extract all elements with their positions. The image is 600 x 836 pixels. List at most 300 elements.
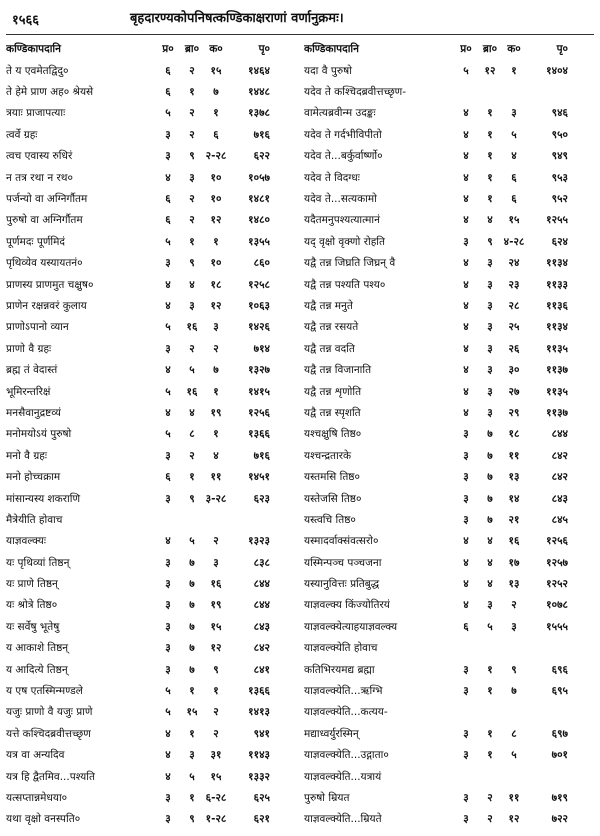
entry-kandika: १२	[508, 813, 520, 826]
entry-prapathaka: ३	[463, 513, 469, 526]
entry-text: मनोमयोऽयं पुरुषो	[6, 428, 72, 441]
entry-kandika: १९	[210, 599, 222, 612]
entry-page: १०६३	[248, 299, 270, 312]
entry-page: ६२३	[253, 492, 270, 505]
entry-kandika: २९	[508, 406, 520, 419]
entry-brahmana: १	[487, 727, 493, 740]
entry-text: यदेव ते कश्चिदब्रवीत्तच्छृण-	[304, 86, 407, 99]
index-row	[304, 210, 596, 231]
entry-prapathaka: ५	[165, 235, 171, 248]
entry-kandika: १	[511, 64, 517, 77]
entry-brahmana: ४	[487, 214, 493, 227]
index-row	[304, 295, 596, 316]
entry-text: याज्ञवल्क्येति होवाच	[304, 642, 378, 655]
entry-prapathaka: ५	[165, 385, 171, 398]
entry-prapathaka: ४	[463, 171, 469, 184]
entry-brahmana: ३	[487, 342, 493, 355]
entry-prapathaka: ६	[463, 620, 469, 633]
entry-page: ८४५	[551, 513, 568, 526]
entry-text: मनो होच्चक्राम	[6, 471, 61, 484]
entry-brahmana: ३	[487, 406, 493, 419]
entry-brahmana: १	[487, 749, 493, 762]
entry-page: ११३४	[546, 257, 568, 270]
entry-text: यस्तमसि तिष्ठ०	[304, 471, 360, 484]
entry-kandika: १२	[210, 214, 222, 227]
entry-kandika: १५	[508, 214, 520, 227]
entry-page: १४१५	[248, 385, 270, 398]
entry-text: यद्वै तन्न पश्यति पश्य०	[304, 278, 386, 291]
entry-brahmana: १	[189, 86, 195, 99]
entry-brahmana: १	[189, 791, 195, 804]
entry-kandika: ४	[511, 150, 517, 163]
entry-prapathaka: ६	[165, 471, 171, 484]
index-row	[6, 466, 298, 487]
entry-brahmana: ५	[189, 535, 195, 548]
entry-text: यस्त्वचि तिष्ठ०	[304, 513, 356, 526]
entry-kandika: १	[213, 235, 219, 248]
entry-brahmana: ९	[487, 235, 493, 248]
index-row	[6, 766, 298, 787]
entry-text: यद्वै तन्न वदति	[304, 342, 355, 355]
entry-brahmana: ९	[189, 492, 195, 505]
index-row	[304, 253, 596, 274]
index-row	[304, 616, 596, 637]
entry-prapathaka: ३	[463, 727, 469, 740]
entry-brahmana: १५	[186, 706, 198, 719]
entry-prapathaka: ४	[463, 578, 469, 591]
index-row	[6, 253, 298, 274]
entry-text: य एष एतस्मिन्मण्डले	[6, 685, 83, 698]
entry-page: ७१६	[253, 449, 270, 462]
entry-text: यद्वै तन्न स्पृशति	[304, 406, 361, 419]
entry-brahmana: ३	[487, 385, 493, 398]
entry-brahmana: १६	[186, 321, 198, 334]
entry-page: १४६४	[248, 64, 270, 77]
entry-page: ८४३	[551, 492, 568, 505]
entry-text: कतिभिरयमद्य ब्रह्मा	[304, 663, 375, 676]
index-row	[304, 723, 596, 744]
entry-page: ९५३	[551, 171, 568, 184]
index-row	[304, 552, 596, 573]
header-prapathaka: प्र०	[460, 43, 472, 55]
entry-prapathaka: ३	[165, 492, 171, 505]
entry-prapathaka: ४	[165, 364, 171, 377]
entry-text: यत्र वा अन्यदिव	[6, 749, 65, 762]
index-row	[6, 402, 298, 423]
entry-prapathaka: ३	[165, 599, 171, 612]
index-row	[304, 445, 596, 466]
entry-kandika: १५	[210, 770, 222, 783]
index-row	[304, 595, 596, 616]
entry-text: यः प्राणे तिष्ठन्	[6, 578, 58, 591]
entry-prapathaka: ३	[463, 492, 469, 505]
index-row	[6, 317, 298, 338]
entry-kandika: २५	[508, 321, 520, 334]
entry-kandika: ६	[511, 193, 517, 206]
entry-brahmana: २	[189, 107, 195, 120]
entry-brahmana: ३	[487, 278, 493, 291]
entry-text: यदेव ते गर्दभीविपीतो	[304, 128, 382, 141]
entry-prapathaka: ३	[463, 235, 469, 248]
entry-kandika: २१	[508, 513, 520, 526]
entry-brahmana: ७	[189, 556, 195, 569]
index-row	[6, 295, 298, 316]
entry-page: ८४२	[253, 642, 270, 655]
entry-page: ९४१	[253, 727, 270, 740]
index-row	[304, 124, 596, 145]
entry-text: पुरुषो वा अग्निर्गौतम	[6, 214, 83, 227]
right-column	[304, 38, 596, 830]
entry-brahmana: १	[487, 685, 493, 698]
entry-brahmana: २	[189, 342, 195, 355]
entry-text: त्रयाः प्राजापत्याः	[6, 107, 66, 120]
index-row	[304, 338, 596, 359]
entry-prapathaka: ३	[165, 813, 171, 826]
entry-brahmana: ९	[189, 813, 195, 826]
index-row	[6, 146, 298, 167]
entry-prapathaka: ३	[165, 791, 171, 804]
entry-prapathaka: ३	[463, 791, 469, 804]
entry-page: ८४२	[551, 449, 568, 462]
entry-page: ११४३	[248, 749, 270, 762]
index-row	[6, 745, 298, 766]
entry-text: याज्ञवल्क्येति...उद्गाता०	[304, 749, 389, 762]
entry-prapathaka: ४	[165, 770, 171, 783]
entry-prapathaka: ३	[463, 813, 469, 826]
index-row	[6, 573, 298, 594]
entry-brahmana: ५	[189, 364, 195, 377]
entry-prapathaka: ३	[165, 449, 171, 462]
index-row	[304, 60, 596, 81]
entry-kandika: १५	[210, 64, 222, 77]
entry-prapathaka: ३	[165, 257, 171, 270]
entry-text: याज्ञवल्क्येति...यत्रायं	[304, 770, 382, 783]
header-kandika: कण्डिकापदानि	[304, 43, 359, 55]
entry-brahmana: ४	[487, 535, 493, 548]
entry-page: १३६६	[248, 428, 270, 441]
entry-prapathaka: ६	[165, 214, 171, 227]
entry-page: ८४२	[551, 471, 568, 484]
entry-brahmana: ९	[189, 257, 195, 270]
index-row	[304, 231, 596, 252]
entry-kandika: ३-२८	[205, 492, 227, 505]
entry-text: याज्ञवल्क्येति...ऋग्भि	[304, 685, 383, 698]
entry-prapathaka: ३	[165, 128, 171, 141]
entry-kandika: १-२८	[205, 813, 227, 826]
entry-kandika: ४	[213, 449, 219, 462]
entry-kandika: १६	[210, 578, 222, 591]
entry-kandika: ११	[508, 791, 520, 804]
entry-prapathaka: ३	[463, 749, 469, 762]
left-column	[6, 38, 298, 830]
entry-text: यदेव ते विदग्धः	[304, 171, 360, 184]
entry-kandika: १०	[210, 193, 222, 206]
entry-page: ६९६	[551, 663, 568, 676]
index-row	[304, 317, 596, 338]
index-row	[6, 167, 298, 188]
entry-page: ७०१	[551, 749, 568, 762]
entry-brahmana: ३	[487, 364, 493, 377]
entry-brahmana: ४	[487, 578, 493, 591]
index-row	[304, 531, 596, 552]
entry-brahmana: १	[189, 471, 195, 484]
index-row	[6, 359, 298, 380]
entry-kandika: ७	[213, 364, 219, 377]
index-row	[6, 595, 298, 616]
entry-page: ६९७	[551, 727, 568, 740]
header-kandika: कण्डिकापदानि	[6, 43, 61, 55]
entry-prapathaka: ४	[165, 171, 171, 184]
entry-page: ६२४	[551, 235, 568, 248]
entry-page: ८६०	[253, 257, 270, 270]
entry-page: १२५८	[248, 278, 270, 291]
entry-text: मैत्रेयीति होवाच	[6, 513, 63, 526]
entry-brahmana: २	[189, 193, 195, 206]
entry-page: ६२५	[253, 791, 270, 804]
entry-brahmana: ७	[189, 663, 195, 676]
entry-prapathaka: ३	[463, 449, 469, 462]
index-row	[304, 638, 596, 659]
entry-kandika: ९	[511, 663, 517, 676]
entry-page: १३७८	[248, 107, 270, 120]
entry-brahmana: ३	[487, 257, 493, 270]
entry-prapathaka: ३	[463, 685, 469, 698]
entry-page: १४८१	[248, 193, 270, 206]
entry-prapathaka: ३	[463, 428, 469, 441]
entry-kandika: १८	[210, 278, 222, 291]
entry-text: त्वच एवास्य रुधिरं	[6, 150, 73, 163]
entry-kandika: ५	[511, 128, 517, 141]
entry-prapathaka: ३	[165, 663, 171, 676]
index-row	[6, 338, 298, 359]
entry-prapathaka: ३	[165, 620, 171, 633]
entry-page: ९४६	[551, 107, 568, 120]
entry-brahmana: ७	[487, 471, 493, 484]
entry-kandika: २	[213, 727, 219, 740]
entry-text: यत्र हि द्वैतमिव...पश्यति	[6, 770, 95, 783]
entry-kandika: १२	[210, 299, 222, 312]
entry-text: याज्ञवल्क्यः	[6, 535, 46, 548]
entry-kandika: १	[213, 428, 219, 441]
entry-text: प्राणेन रक्षन्नवरं कुलाय	[6, 299, 87, 312]
entry-kandika: १	[213, 107, 219, 120]
entry-kandika: १५	[210, 620, 222, 633]
index-row	[6, 638, 298, 659]
entry-text: यद्वै तन्न रसयते	[304, 321, 359, 334]
index-row	[304, 103, 596, 124]
entry-prapathaka: ४	[463, 342, 469, 355]
index-row	[6, 552, 298, 573]
entry-brahmana: ७	[189, 642, 195, 655]
entry-brahmana: ८	[189, 428, 195, 441]
entry-kandika: १९	[210, 406, 222, 419]
entry-prapathaka: ४	[165, 535, 171, 548]
header-rule	[6, 34, 594, 35]
entry-prapathaka: ३	[165, 642, 171, 655]
entry-prapathaka: ४	[165, 749, 171, 762]
entry-text: यदा वै पुरुषो	[304, 64, 352, 77]
entry-prapathaka: ४	[165, 406, 171, 419]
entry-text: यश्चन्द्रतारके	[304, 449, 352, 462]
entry-prapathaka: ३	[165, 556, 171, 569]
entry-page: १४४८	[248, 86, 270, 99]
entry-brahmana: ४	[487, 556, 493, 569]
index-row	[304, 809, 596, 830]
entry-text: यद्वै तन्न विजानाति	[304, 364, 372, 377]
entry-text: पूर्णमदः पूर्णमिदं	[6, 235, 65, 248]
entry-page: ७१४	[253, 342, 270, 355]
entry-page: १२५२	[546, 578, 568, 591]
entry-kandika: ३	[511, 107, 517, 120]
index-row	[304, 488, 596, 509]
header-page: पृ०	[556, 43, 568, 55]
entry-page: १३६६	[248, 685, 270, 698]
entry-prapathaka: ४	[463, 299, 469, 312]
entry-page: १५५५	[546, 620, 568, 633]
entry-page: १३५५	[248, 235, 270, 248]
index-row	[6, 723, 298, 744]
entry-kandika: ९	[213, 663, 219, 676]
entry-page: १२५५	[546, 214, 568, 227]
entry-brahmana: ३	[189, 749, 195, 762]
entry-prapathaka: ३	[463, 663, 469, 676]
index-row	[6, 659, 298, 680]
entry-text: पुरुषो म्रियत	[304, 791, 350, 804]
entry-brahmana: ७	[189, 578, 195, 591]
index-row	[304, 702, 596, 723]
entry-prapathaka: ४	[463, 364, 469, 377]
entry-page: ८४३	[253, 620, 270, 633]
entry-page: ६९५	[551, 685, 568, 698]
entry-brahmana: १	[487, 107, 493, 120]
page-number: १५६६	[12, 13, 40, 28]
index-row	[6, 60, 298, 81]
entry-prapathaka: ४	[165, 727, 171, 740]
entry-brahmana: १	[487, 128, 493, 141]
entry-brahmana: ५	[189, 770, 195, 783]
entry-kandika: ११	[508, 449, 520, 462]
entry-kandika: ३	[213, 321, 219, 334]
index-row	[6, 274, 298, 295]
index-row	[6, 531, 298, 552]
entry-prapathaka: ३	[165, 578, 171, 591]
entry-kandika: २४	[508, 257, 520, 270]
index-row	[6, 809, 298, 830]
entry-brahmana: ९	[189, 150, 195, 163]
entry-kandika: २८	[508, 299, 520, 312]
entry-page: १२५६	[546, 535, 568, 548]
entry-brahmana: ५	[487, 620, 493, 633]
index-row	[6, 680, 298, 701]
entry-page: ८३८	[253, 556, 270, 569]
entry-brahmana: ३	[189, 299, 195, 312]
entry-text: यस्मादर्वाक्संवत्सरो०	[304, 535, 379, 548]
index-row	[6, 424, 298, 445]
entry-kandika: ४-२८	[503, 235, 525, 248]
entry-brahmana: ७	[189, 620, 195, 633]
entry-kandika: ६-२८	[205, 791, 227, 804]
entry-prapathaka: ५	[165, 706, 171, 719]
entry-page: ११३४	[546, 321, 568, 334]
header-prapathaka: प्र०	[162, 43, 174, 55]
entry-page: ९५२	[551, 193, 568, 206]
entry-page: ८४४	[253, 578, 270, 591]
index-row	[304, 167, 596, 188]
entry-page: १२५७	[546, 556, 568, 569]
entry-prapathaka: ४	[463, 257, 469, 270]
entry-brahmana: १६	[186, 385, 198, 398]
entry-text: यश्चक्षुषि तिष्ठ०	[304, 428, 362, 441]
entry-prapathaka: ४	[463, 193, 469, 206]
entry-text: यदेव ते...बर्कुर्वार्ष्णो०	[304, 150, 383, 163]
entry-brahmana: १	[487, 193, 493, 206]
index-row	[304, 424, 596, 445]
entry-page: १३२३	[248, 535, 270, 548]
index-row	[6, 124, 298, 145]
entry-page: ७१९	[551, 791, 568, 804]
entry-brahmana: ७	[487, 449, 493, 462]
entry-brahmana: २	[189, 449, 195, 462]
entry-page: १४२६	[248, 321, 270, 334]
index-row	[304, 146, 596, 167]
entry-page: १३३२	[248, 770, 270, 783]
index-row	[304, 274, 596, 295]
entry-text: प्राणोऽपानो व्यान	[6, 321, 69, 334]
index-row	[6, 103, 298, 124]
entry-brahmana: ७	[487, 428, 493, 441]
entry-page: ११३६	[546, 299, 568, 312]
entry-text: यस्यानुवित्तः प्रतिबुद्ध	[304, 578, 380, 591]
entry-text: यत्ते कश्चिदब्रवीत्तच्छृण	[6, 727, 91, 740]
entry-kandika: ३	[213, 556, 219, 569]
entry-page: १२५६	[248, 406, 270, 419]
entry-brahmana: १	[189, 727, 195, 740]
entry-brahmana: ४	[189, 278, 195, 291]
header-page: पृ०	[258, 43, 270, 55]
index-row	[304, 787, 596, 808]
entry-brahmana: ७	[487, 492, 493, 505]
index-row	[6, 616, 298, 637]
entry-kandika: ३	[511, 620, 517, 633]
entry-brahmana: १२	[484, 64, 496, 77]
entry-brahmana: १	[189, 685, 195, 698]
entry-page: ९४९	[551, 150, 568, 163]
index-row	[6, 702, 298, 723]
entry-text: पृथिव्येव यस्यायतनं०	[6, 257, 83, 270]
entry-page: १३२७	[248, 364, 270, 377]
entry-text: यद् वृक्षो वृक्णो रोहति	[304, 235, 385, 248]
index-row	[304, 766, 596, 787]
entry-prapathaka: ४	[463, 128, 469, 141]
entry-kandika: १	[213, 385, 219, 398]
entry-text: प्राणो वै ग्रहः	[6, 342, 52, 355]
index-row	[6, 488, 298, 509]
header-kandika-num: क०	[209, 43, 223, 55]
entry-brahmana: ३	[189, 171, 195, 184]
entry-brahmana: २	[487, 791, 493, 804]
entry-text: मांसान्यस्य शकराणि	[6, 492, 81, 505]
entry-brahmana: २	[189, 64, 195, 77]
index-row	[304, 509, 596, 530]
entry-text: यद्वै तन्न जिघ्रति जिघ्रन् वै	[304, 257, 396, 270]
entry-prapathaka: ४	[463, 321, 469, 334]
entry-prapathaka: ४	[463, 385, 469, 398]
index-row	[6, 381, 298, 402]
entry-text: यदेव ते...सत्यकामो	[304, 193, 377, 206]
entry-kandika: ६	[213, 128, 219, 141]
entry-kandika: ७	[213, 86, 219, 99]
entry-page: ११३७	[546, 364, 568, 377]
